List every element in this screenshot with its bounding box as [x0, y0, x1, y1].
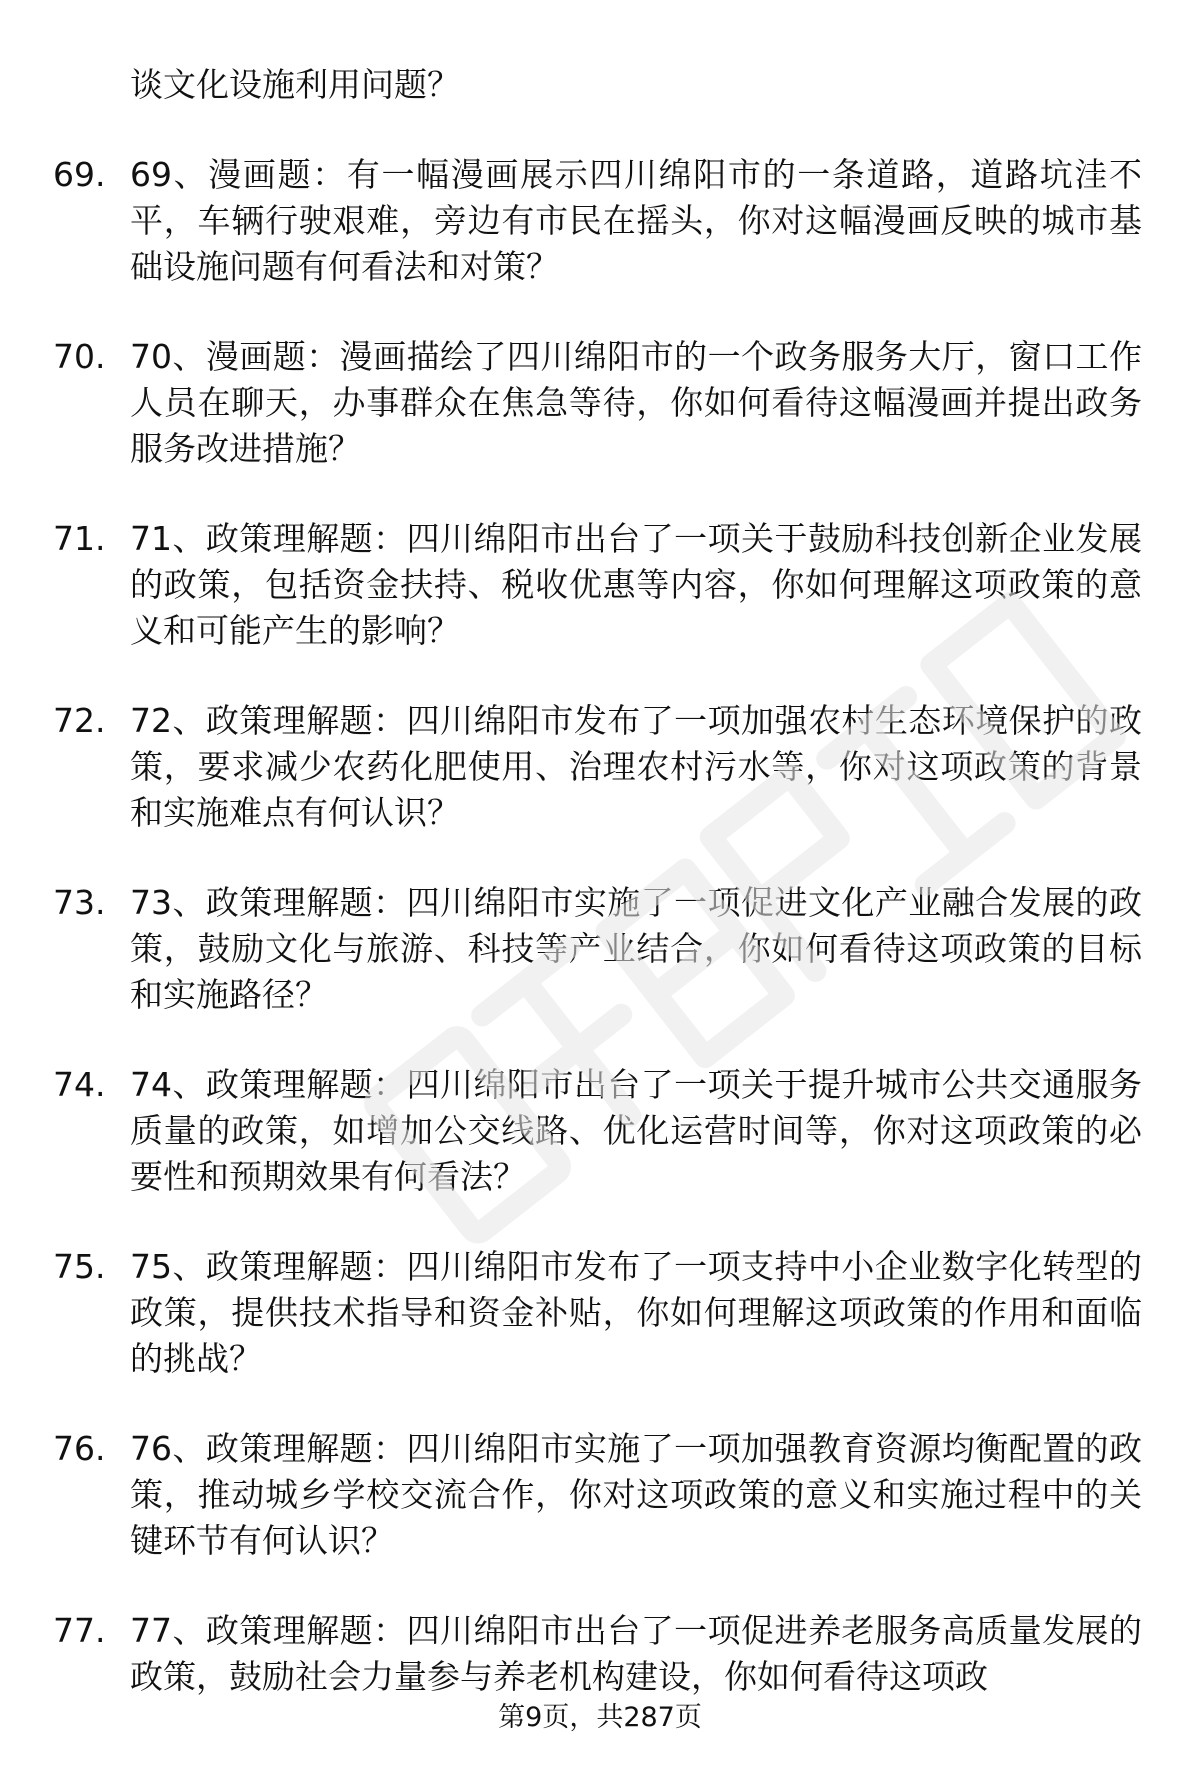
question-text: 70、漫画题：漫画描绘了四川绵阳市的一个政务服务大厅，窗口工作人员在聊天，办事群众在焦急等待，你如何看待这幅漫画并提出政务服务改进措施？	[130, 337, 1142, 468]
question-item	[0, 880, 1200, 1062]
question-item	[0, 152, 1200, 334]
question-number: 74.	[53, 1065, 106, 1104]
question-item	[0, 1426, 1200, 1608]
question-text: 75、政策理解题：四川绵阳市发布了一项支持中小企业数字化转型的政策，提供技术指导和资金补贴，你如何理解这项政策的作用和面临的挑战？	[130, 1247, 1142, 1378]
question-item	[0, 698, 1200, 880]
question-list	[0, 152, 1200, 1790]
question-text: 77、政策理解题：四川绵阳市出台了一项促进养老服务高质量发展的政策，鼓励社会力量参与养老机构建设，你如何看待这项政	[130, 1611, 1142, 1696]
question-number: 75.	[53, 1247, 106, 1286]
question-number: 77.	[53, 1611, 106, 1650]
question-item	[0, 1244, 1200, 1426]
question-number: 73.	[53, 883, 106, 922]
page-footer: 第9页，共287页	[498, 1702, 702, 1733]
question-number: 70.	[53, 337, 106, 376]
question-text: 74、政策理解题：四川绵阳市出台了一项关于提升城市公共交通服务质量的政策，如增加公交线路、优化运营时间等，你对这项政策的必要性和预期效果有何看法？	[130, 1065, 1142, 1196]
question-number: 71.	[53, 519, 106, 558]
question-text: 73、政策理解题：四川绵阳市实施了一项促进文化产业融合发展的政策，鼓励文化与旅游、科技等产业结合，你如何看待这项政策的目标和实施路径？	[130, 883, 1142, 1014]
question-item	[0, 334, 1200, 516]
question-item	[0, 1062, 1200, 1244]
question-number: 69.	[53, 155, 106, 194]
continuation-text: 谈文化设施利用问题？	[130, 65, 460, 104]
question-text: 69、漫画题：有一幅漫画展示四川绵阳市的一条道路，道路坑洼不平，车辆行驶艰难，旁边有市民在摇头，你对这幅漫画反映的城市基础设施问题有何看法和对策？	[130, 155, 1142, 286]
question-text: 76、政策理解题：四川绵阳市实施了一项加强教育资源均衡配置的政策，推动城乡学校交流合作，你对这项政策的意义和实施过程中的关键环节有何认识？	[130, 1429, 1142, 1560]
question-item	[0, 516, 1200, 698]
question-number: 72.	[53, 701, 106, 740]
question-item	[0, 1608, 1200, 1790]
question-number: 76.	[53, 1429, 106, 1468]
question-text: 71、政策理解题：四川绵阳市出台了一项关于鼓励科技创新企业发展的政策，包括资金扶持、税收优惠等内容，你如何理解这项政策的意义和可能产生的影响？	[130, 519, 1142, 650]
question-text: 72、政策理解题：四川绵阳市发布了一项加强农村生态环境保护的政策，要求减少农药化肥使用、治理农村污水等，你对这项政策的背景和实施难点有何认识？	[130, 701, 1142, 832]
